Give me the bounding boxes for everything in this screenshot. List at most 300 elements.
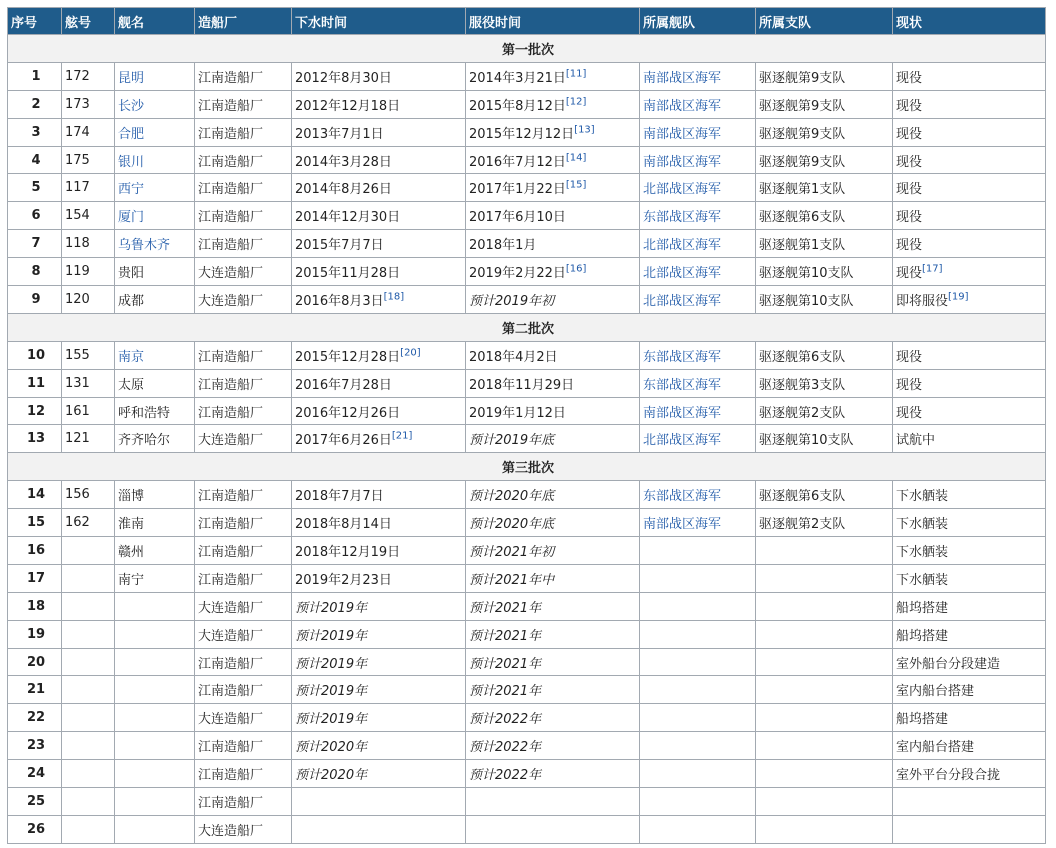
fleet-link[interactable]: 东部战区海军 (643, 349, 722, 365)
cell-flotilla (756, 592, 893, 620)
cell-hull (62, 648, 115, 676)
cell-fleet (640, 341, 756, 369)
cell-name (115, 202, 195, 230)
col-header-launch[interactable]: 下水时间 (292, 8, 466, 35)
group-row (8, 313, 1046, 341)
cell-commission (466, 369, 640, 397)
cell-fleet (640, 815, 756, 843)
cell-fleet (640, 592, 756, 620)
cell-name (115, 704, 195, 732)
cell-name (115, 481, 195, 509)
cell-flotilla (756, 676, 893, 704)
cell-status (893, 704, 1046, 732)
cell-flotilla: 驱逐舰第10支队 (756, 286, 893, 314)
ship-name: 贵阳 (118, 266, 145, 282)
cell-launch (292, 564, 466, 592)
cell-fleet (640, 760, 756, 788)
status-text: 室外船台分段建造 (896, 656, 1001, 672)
table-row (8, 118, 1046, 146)
cell-commission (466, 425, 640, 453)
cell-no: 5 (8, 174, 62, 202)
cell-name (115, 732, 195, 760)
ship-table (7, 7, 1046, 844)
fleet-link[interactable]: 北部战区海军 (643, 433, 722, 449)
fleet-link[interactable]: 东部战区海军 (643, 210, 722, 226)
cell-no: 22 (8, 704, 62, 732)
cell-status (893, 564, 1046, 592)
cell-name (115, 676, 195, 704)
cell-commission-text: 预计2021年 (469, 628, 542, 644)
cell-status (893, 118, 1046, 146)
cell-status (893, 286, 1046, 314)
cell-commission (466, 564, 640, 592)
cell-hull (62, 788, 115, 816)
col-header-yard[interactable]: 造船厂 (195, 8, 292, 35)
cell-commission-text: 预计2021年 (469, 684, 542, 700)
cell-status (893, 174, 1046, 202)
status-text: 现役 (896, 238, 923, 254)
cell-commission-text: 2016年7月12日 (469, 154, 566, 170)
cell-no: 19 (8, 620, 62, 648)
status-text: 现役 (896, 70, 923, 86)
status-text: 室外平台分段合拢 (896, 768, 1001, 784)
cell-fleet (640, 425, 756, 453)
cell-flotilla: 驱逐舰第2支队 (756, 397, 893, 425)
cell-flotilla: 驱逐舰第9支队 (756, 90, 893, 118)
cell-name (115, 509, 195, 537)
cell-flotilla (756, 704, 893, 732)
cell-name (115, 620, 195, 648)
status-text: 下水舾装 (896, 489, 949, 505)
status-text: 现役 (896, 266, 923, 282)
cell-fleet (640, 230, 756, 258)
cell-hull (62, 815, 115, 843)
cell-commission (466, 648, 640, 676)
cell-name (115, 146, 195, 174)
cell-launch (292, 537, 466, 565)
fleet-link[interactable]: 北部战区海军 (643, 182, 722, 198)
cell-yard: 江南造船厂 (195, 760, 292, 788)
cell-commission-text: 2014年3月21日 (469, 70, 566, 86)
status-text: 室内船台搭建 (896, 684, 975, 700)
cell-name (115, 286, 195, 314)
cell-fleet (640, 481, 756, 509)
cell-yard: 江南造船厂 (195, 118, 292, 146)
cell-yard: 江南造船厂 (195, 537, 292, 565)
table-row (8, 815, 1046, 843)
status-text: 现役 (896, 182, 923, 198)
cell-commission (466, 341, 640, 369)
ship-name-link[interactable]: 西宁 (118, 182, 145, 198)
cell-status (893, 815, 1046, 843)
fleet-link[interactable]: 北部战区海军 (643, 238, 722, 254)
cell-yard: 大连造船厂 (195, 592, 292, 620)
table-row (8, 620, 1046, 648)
cell-yard: 江南造船厂 (195, 230, 292, 258)
cell-fleet (640, 397, 756, 425)
cell-commission-text: 预计2021年 (469, 656, 542, 672)
cell-flotilla (756, 620, 893, 648)
reference-link[interactable]: [18] (383, 291, 405, 303)
cell-fleet (640, 788, 756, 816)
cell-commission-text: 预计2019年底 (469, 433, 555, 449)
col-header-commission[interactable]: 服役时间 (466, 8, 640, 35)
cell-commission-text: 预计2021年中 (469, 572, 555, 588)
cell-name (115, 760, 195, 788)
cell-fleet (640, 537, 756, 565)
table-row (8, 202, 1046, 230)
cell-name (115, 425, 195, 453)
group-title: 第三批次 (8, 453, 1046, 481)
cell-flotilla: 驱逐舰第6支队 (756, 202, 893, 230)
cell-status (893, 90, 1046, 118)
cell-commission (466, 118, 640, 146)
cell-hull: 161 (62, 397, 115, 425)
cell-name (115, 230, 195, 258)
reference-link[interactable]: [17] (922, 263, 943, 275)
cell-launch-text: 预计2019年 (295, 684, 368, 700)
cell-yard: 江南造船厂 (195, 397, 292, 425)
cell-commission (466, 481, 640, 509)
status-text: 现役 (896, 349, 923, 365)
fleet-link[interactable]: 东部战区海军 (643, 377, 722, 393)
cell-commission (466, 815, 640, 843)
cell-launch-text: 2017年6月26日 (295, 433, 392, 449)
cell-no: 14 (8, 481, 62, 509)
group-row (8, 35, 1046, 63)
cell-yard: 江南造船厂 (195, 648, 292, 676)
cell-yard: 江南造船厂 (195, 341, 292, 369)
cell-launch-text: 2014年12月30日 (295, 210, 401, 226)
cell-commission (466, 620, 640, 648)
cell-launch (292, 509, 466, 537)
cell-fleet (640, 286, 756, 314)
cell-flotilla (756, 815, 893, 843)
cell-launch-text: 预计2019年 (295, 600, 368, 616)
cell-yard: 江南造船厂 (195, 62, 292, 90)
cell-launch-text: 预计2019年 (295, 656, 368, 672)
cell-launch (292, 286, 466, 314)
reference-link[interactable]: [20] (400, 347, 421, 359)
ship-name-link[interactable]: 长沙 (118, 98, 145, 114)
cell-flotilla: 驱逐舰第1支队 (756, 230, 893, 258)
ship-name-link[interactable]: 银川 (118, 154, 145, 170)
cell-status (893, 732, 1046, 760)
cell-commission-text: 2015年8月12日 (469, 98, 566, 114)
cell-no: 9 (8, 286, 62, 314)
cell-flotilla (756, 564, 893, 592)
fleet-link[interactable]: 南部战区海军 (643, 405, 722, 421)
cell-no: 7 (8, 230, 62, 258)
cell-fleet (640, 648, 756, 676)
cell-no: 25 (8, 788, 62, 816)
table-row (8, 286, 1046, 314)
cell-hull: 175 (62, 146, 115, 174)
table-row (8, 648, 1046, 676)
table-row (8, 230, 1046, 258)
cell-commission (466, 90, 640, 118)
cell-hull: 174 (62, 118, 115, 146)
cell-hull: 154 (62, 202, 115, 230)
fleet-link[interactable]: 北部战区海军 (643, 266, 722, 282)
ship-name-link[interactable]: 合肥 (118, 126, 145, 142)
cell-name (115, 174, 195, 202)
cell-no: 3 (8, 118, 62, 146)
status-text: 现役 (896, 377, 923, 393)
fleet-link[interactable]: 南部战区海军 (643, 517, 722, 533)
ship-name: 成都 (118, 293, 145, 309)
status-text: 现役 (896, 405, 923, 421)
table-row (8, 258, 1046, 286)
table-row (8, 90, 1046, 118)
ship-name-link[interactable]: 昆明 (118, 70, 145, 86)
status-text: 现役 (896, 98, 923, 114)
col-header-no[interactable]: 序号 (8, 8, 62, 35)
cell-no: 13 (8, 425, 62, 453)
cell-launch-text: 2018年7月7日 (295, 489, 384, 505)
cell-flotilla: 驱逐舰第1支队 (756, 174, 893, 202)
cell-launch-text: 预计2020年 (295, 768, 368, 784)
status-text: 试航中 (896, 433, 936, 449)
table-row (8, 788, 1046, 816)
ship-name-link[interactable]: 南京 (118, 349, 145, 365)
cell-launch-text: 2014年3月28日 (295, 154, 392, 170)
cell-fleet (640, 704, 756, 732)
cell-launch-text: 2016年8月3日 (295, 293, 384, 309)
cell-launch-text: 2015年12月28日 (295, 349, 401, 365)
cell-name (115, 564, 195, 592)
cell-name (115, 397, 195, 425)
table-row (8, 704, 1046, 732)
cell-status (893, 620, 1046, 648)
cell-hull: 172 (62, 62, 115, 90)
cell-name (115, 592, 195, 620)
cell-name (115, 90, 195, 118)
cell-status (893, 509, 1046, 537)
cell-no: 20 (8, 648, 62, 676)
ship-name: 赣州 (118, 544, 145, 560)
ship-name-link[interactable]: 厦门 (118, 210, 145, 226)
table-row (8, 397, 1046, 425)
cell-yard: 江南造船厂 (195, 146, 292, 174)
cell-flotilla: 驱逐舰第2支队 (756, 509, 893, 537)
col-header-status[interactable]: 现状 (893, 8, 1046, 35)
reference-link[interactable]: [19] (948, 291, 969, 303)
cell-yard: 江南造船厂 (195, 732, 292, 760)
cell-flotilla (756, 732, 893, 760)
status-text: 现役 (896, 126, 923, 142)
cell-commission (466, 592, 640, 620)
cell-launch-text: 2015年11月28日 (295, 266, 401, 282)
fleet-link[interactable]: 东部战区海军 (643, 489, 722, 505)
cell-commission (466, 704, 640, 732)
table-row (8, 676, 1046, 704)
fleet-link[interactable]: 南部战区海军 (643, 98, 722, 114)
cell-launch (292, 704, 466, 732)
reference-link[interactable]: [11] (565, 68, 587, 80)
cell-fleet (640, 369, 756, 397)
cell-no: 6 (8, 202, 62, 230)
cell-no: 23 (8, 732, 62, 760)
cell-commission (466, 286, 640, 314)
cell-status (893, 537, 1046, 565)
cell-launch-text: 预计2019年 (295, 628, 368, 644)
cell-fleet (640, 90, 756, 118)
ship-name-link[interactable]: 乌鲁木齐 (118, 238, 171, 254)
cell-hull (62, 676, 115, 704)
table-row (8, 146, 1046, 174)
reference-link[interactable]: [13] (574, 124, 595, 136)
cell-name (115, 788, 195, 816)
cell-hull (62, 704, 115, 732)
cell-commission (466, 146, 640, 174)
table-row (8, 62, 1046, 90)
cell-commission (466, 62, 640, 90)
cell-fleet (640, 732, 756, 760)
cell-no: 17 (8, 564, 62, 592)
cell-launch (292, 620, 466, 648)
ship-name: 淮南 (118, 517, 145, 533)
table-row (8, 592, 1046, 620)
cell-no: 11 (8, 369, 62, 397)
cell-status (893, 788, 1046, 816)
cell-name (115, 62, 195, 90)
ship-name: 淄博 (118, 489, 145, 505)
cell-commission-text: 预计2022年 (469, 768, 542, 784)
cell-launch-text: 2018年12月19日 (295, 544, 401, 560)
cell-launch (292, 90, 466, 118)
reference-link[interactable]: [14] (565, 152, 587, 164)
cell-fleet (640, 118, 756, 146)
cell-launch (292, 341, 466, 369)
cell-yard: 大连造船厂 (195, 425, 292, 453)
cell-launch-text: 2019年2月23日 (295, 572, 392, 588)
cell-hull: 156 (62, 481, 115, 509)
fleet-link[interactable]: 南部战区海军 (643, 154, 722, 170)
cell-no: 21 (8, 676, 62, 704)
cell-hull: 119 (62, 258, 115, 286)
cell-hull: 118 (62, 230, 115, 258)
cell-flotilla: 驱逐舰第9支队 (756, 146, 893, 174)
cell-commission-text: 2018年11月29日 (469, 377, 575, 393)
cell-no: 12 (8, 397, 62, 425)
cell-flotilla (756, 760, 893, 788)
cell-launch-text: 2016年12月26日 (295, 405, 401, 421)
cell-fleet (640, 62, 756, 90)
cell-hull: 155 (62, 341, 115, 369)
cell-fleet (640, 676, 756, 704)
cell-flotilla: 驱逐舰第3支队 (756, 369, 893, 397)
cell-hull (62, 732, 115, 760)
cell-commission-text: 2018年1月 (469, 238, 537, 254)
col-header-fleet[interactable]: 所属舰队 (640, 8, 756, 35)
reference-link[interactable]: [16] (565, 263, 587, 275)
cell-commission-text: 预计2019年初 (469, 293, 555, 309)
cell-launch (292, 815, 466, 843)
cell-yard: 江南造船厂 (195, 202, 292, 230)
table-row (8, 425, 1046, 453)
cell-yard: 大连造船厂 (195, 286, 292, 314)
col-header-hull[interactable]: 舷号 (62, 8, 115, 35)
reference-link[interactable]: [12] (565, 96, 587, 108)
fleet-link[interactable]: 北部战区海军 (643, 293, 722, 309)
status-text: 现役 (896, 210, 923, 226)
ship-name: 呼和浩特 (118, 405, 171, 421)
cell-launch (292, 648, 466, 676)
cell-launch-text: 2015年7月7日 (295, 238, 384, 254)
cell-yard: 江南造船厂 (195, 174, 292, 202)
cell-launch-text: 2012年8月30日 (295, 70, 392, 86)
cell-hull (62, 760, 115, 788)
cell-yard: 大连造船厂 (195, 258, 292, 286)
cell-commission (466, 676, 640, 704)
cell-flotilla (756, 788, 893, 816)
cell-status (893, 202, 1046, 230)
cell-commission-text: 2017年1月22日 (469, 182, 566, 198)
status-text: 室内船台搭建 (896, 740, 975, 756)
col-header-name[interactable]: 舰名 (115, 8, 195, 35)
table-body (8, 35, 1046, 844)
col-header-flotilla[interactable]: 所属支队 (756, 8, 893, 35)
cell-commission-text: 预计2021年初 (469, 544, 555, 560)
cell-commission-text: 预计2021年 (469, 600, 542, 616)
ship-name: 太原 (118, 377, 145, 393)
cell-commission (466, 202, 640, 230)
cell-launch-text: 预计2019年 (295, 712, 368, 728)
cell-launch (292, 732, 466, 760)
cell-status (893, 676, 1046, 704)
cell-fleet (640, 258, 756, 286)
cell-status (893, 425, 1046, 453)
cell-status (893, 146, 1046, 174)
cell-launch (292, 592, 466, 620)
cell-name (115, 815, 195, 843)
cell-launch (292, 481, 466, 509)
cell-hull (62, 537, 115, 565)
group-title: 第一批次 (8, 35, 1046, 63)
cell-commission (466, 732, 640, 760)
reference-link[interactable]: [15] (565, 180, 587, 192)
table-row (8, 537, 1046, 565)
cell-commission (466, 788, 640, 816)
cell-launch (292, 174, 466, 202)
status-text: 船坞搭建 (896, 628, 949, 644)
cell-fleet (640, 202, 756, 230)
cell-launch (292, 62, 466, 90)
cell-yard: 江南造船厂 (195, 369, 292, 397)
status-text: 现役 (896, 154, 923, 170)
table-row (8, 481, 1046, 509)
fleet-link[interactable]: 南部战区海军 (643, 70, 722, 86)
cell-launch (292, 258, 466, 286)
cell-fleet (640, 146, 756, 174)
cell-name (115, 118, 195, 146)
cell-status (893, 648, 1046, 676)
cell-no: 8 (8, 258, 62, 286)
fleet-link[interactable]: 南部战区海军 (643, 126, 722, 142)
status-text: 船坞搭建 (896, 600, 949, 616)
group-title: 第二批次 (8, 313, 1046, 341)
cell-status (893, 760, 1046, 788)
cell-no: 15 (8, 509, 62, 537)
cell-launch-text: 2013年7月1日 (295, 126, 384, 142)
cell-name (115, 341, 195, 369)
cell-launch (292, 788, 466, 816)
reference-link[interactable]: [21] (391, 431, 413, 443)
cell-hull: 121 (62, 425, 115, 453)
table-row (8, 732, 1046, 760)
cell-launch (292, 369, 466, 397)
